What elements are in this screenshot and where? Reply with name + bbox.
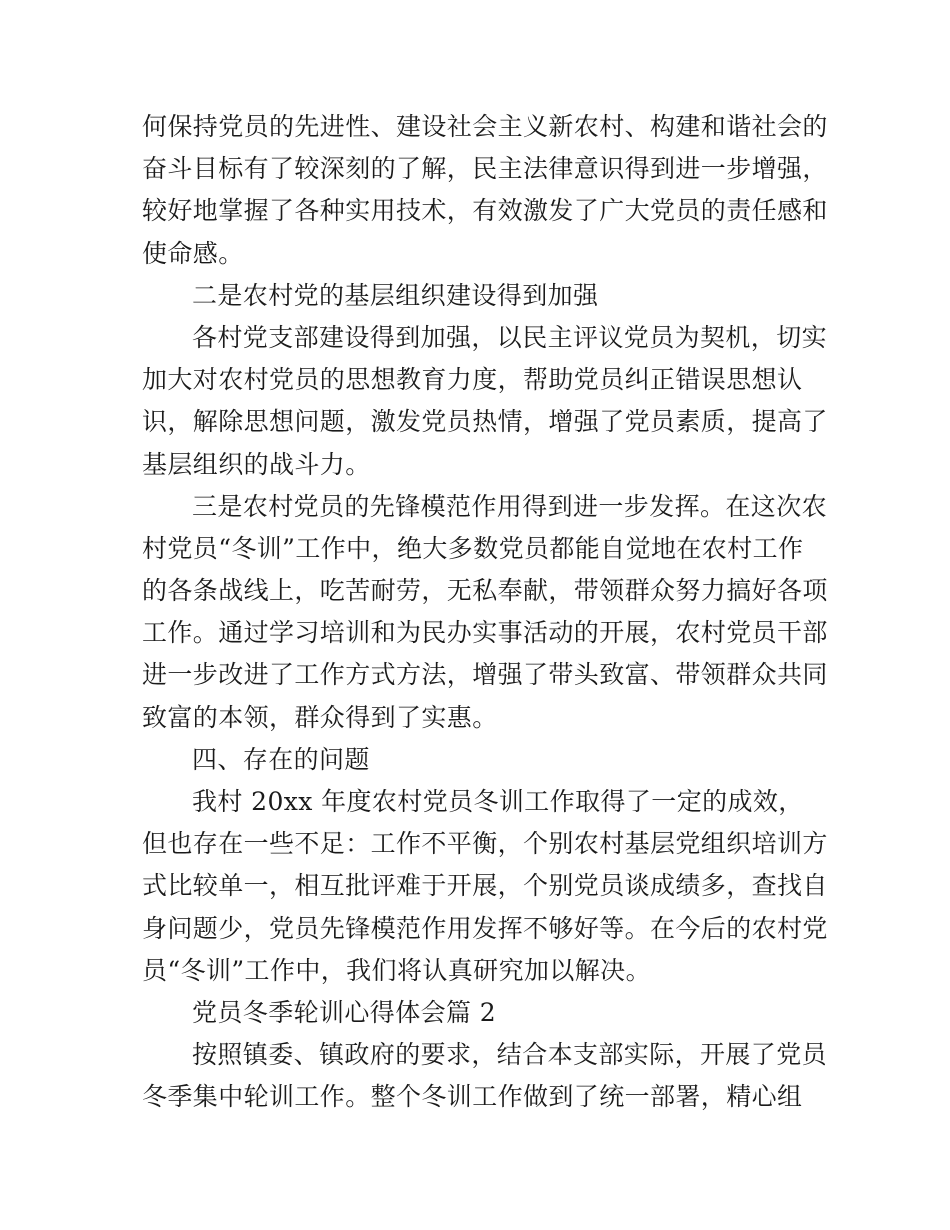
text-line: 奋斗目标有了较深刻的了解，民主法律意识得到进一步增强，	[142, 154, 828, 184]
text-line: 致富的本领，群众得到了实惠。	[142, 702, 498, 732]
text-line: 但也存在一些不足：工作不平衡，个别农村基层党组织培训方	[142, 829, 828, 859]
text-line: 较好地掌握了各种实用技术，有效激发了广大党员的责任感和	[142, 196, 828, 226]
text-line: 何保持党员的先进性、建设社会主义新农村、构建和谐社会的	[142, 112, 828, 141]
text-line: 式比较单一，相互批评难于开展，个别党员谈成绩多，查找自	[142, 871, 828, 901]
text-line: 进一步改进了工作方式方法，增强了带头致富、带领群众共同	[142, 660, 828, 690]
text-line: 身问题少，党员先锋模范作用发挥不够好等。在今后的农村党	[142, 913, 828, 943]
text-line: 识，解除思想问题，激发党员热情，增强了党员素质，提高了	[142, 407, 828, 437]
text-line: 各村党支部建设得到加强，以民主评议党员为契机，切实	[192, 322, 828, 352]
text-line: 使命感。	[142, 238, 244, 268]
text-line: 加大对农村党员的思想教育力度，帮助党员纠正错误思想认	[142, 365, 803, 395]
text-line: 冬季集中轮训工作。整个冬训工作做到了统一部署，精心组	[142, 1082, 803, 1112]
text-line: 党员冬季轮训心得体会篇 2	[192, 997, 497, 1027]
text-line: 三是农村党员的先锋模范作用得到进一步发挥。在这次农	[192, 491, 828, 521]
text-line: 员“冬训”工作中，我们将认真研究加以解决。	[142, 955, 651, 985]
text-line: 的各条战线上，吃苦耐劳，无私奉献，带领群众努力搞好各项	[142, 576, 828, 606]
document-body	[142, 106, 828, 1119]
text-line: 按照镇委、镇政府的要求，结合本支部实际，开展了党员	[192, 1040, 828, 1070]
text-line: 二是农村党的基层组织建设得到加强	[192, 280, 599, 310]
text-line: 村党员“冬训”工作中，绝大多数党员都能自觉地在农村工作	[142, 533, 804, 563]
text-line: 工作。通过学习培训和为民办实事活动的开展，农村党员干部	[142, 618, 828, 648]
text-line: 我村 20xx 年度农村党员冬训工作取得了一定的成效，	[192, 787, 804, 816]
text-line: 基层组织的战斗力。	[142, 449, 371, 479]
text-line: 四、存在的问题	[192, 744, 370, 774]
